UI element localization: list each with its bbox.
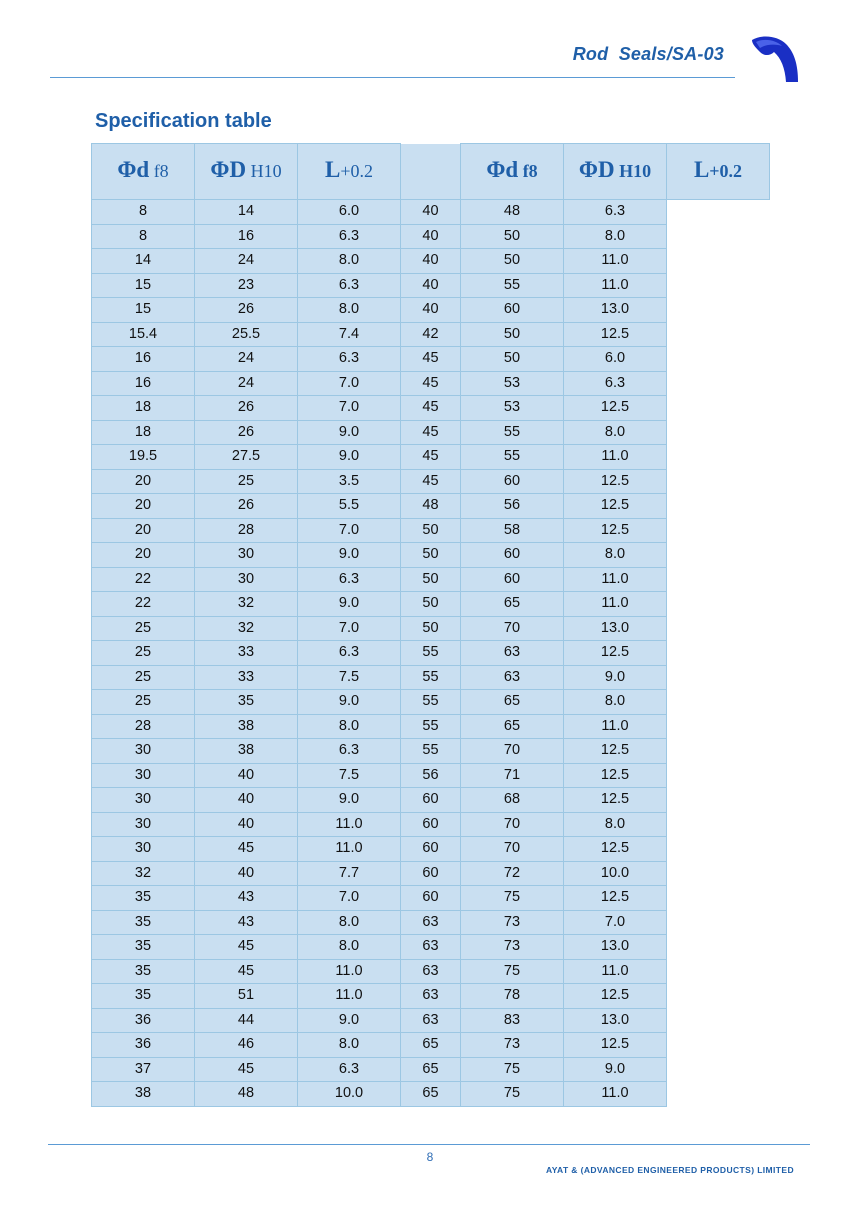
table-cell: 35 (92, 910, 195, 935)
table-cell: 12.5 (564, 788, 667, 813)
table-cell: 60 (401, 788, 461, 813)
table-cell: 11.0 (298, 959, 401, 984)
table-cell: 65 (401, 1082, 461, 1107)
table-cell: 26 (195, 420, 298, 445)
table-cell: 75 (461, 959, 564, 984)
table-cell: 6.3 (298, 567, 401, 592)
table-cell: 44 (195, 1008, 298, 1033)
table-cell: 65 (461, 592, 564, 617)
table-cell: 40 (401, 298, 461, 323)
table-cell: 65 (461, 690, 564, 715)
table-cell: 55 (461, 445, 564, 470)
table-cell: 75 (461, 886, 564, 911)
table-cell: 28 (195, 518, 298, 543)
table-cell: 8 (92, 224, 195, 249)
header-groove-diameter-left: ΦD H10 (195, 144, 298, 200)
table-cell: 20 (92, 543, 195, 568)
table-cell: 9.0 (298, 1008, 401, 1033)
seal-profile-icon (748, 34, 800, 84)
table-cell: 25.5 (195, 322, 298, 347)
table-cell: 48 (195, 1082, 298, 1107)
table-cell: 11.0 (564, 273, 667, 298)
table-row (92, 347, 770, 372)
table-cell: 6.3 (564, 200, 667, 225)
table-cell: 15.4 (92, 322, 195, 347)
table-cell: 60 (401, 812, 461, 837)
table-cell: 24 (195, 249, 298, 274)
table-cell: 55 (401, 690, 461, 715)
table-cell: 8.0 (564, 812, 667, 837)
table-cell: 7.5 (298, 763, 401, 788)
table-cell: 12.5 (564, 837, 667, 862)
table-cell: 6.3 (298, 641, 401, 666)
table-cell: 50 (401, 592, 461, 617)
table-cell: 50 (401, 616, 461, 641)
table-cell: 16 (92, 371, 195, 396)
table-cell: 11.0 (564, 592, 667, 617)
table-cell: 12.5 (564, 322, 667, 347)
table-cell: 7.0 (298, 371, 401, 396)
table-cell: 30 (195, 567, 298, 592)
table-cell: 48 (401, 494, 461, 519)
header-length-right: L+0.2 (667, 144, 770, 200)
table-cell: 8.0 (564, 543, 667, 568)
table-cell: 45 (401, 469, 461, 494)
table-cell: 63 (461, 641, 564, 666)
table-cell: 40 (401, 200, 461, 225)
table-cell: 18 (92, 420, 195, 445)
table-cell: 50 (401, 543, 461, 568)
table-row (92, 371, 770, 396)
table-cell: 71 (461, 763, 564, 788)
table-cell: 35 (195, 690, 298, 715)
table-row (92, 641, 770, 666)
table-cell: 25 (195, 469, 298, 494)
table-cell: 35 (92, 935, 195, 960)
table-cell: 60 (401, 861, 461, 886)
table-cell: 12.5 (564, 984, 667, 1009)
table-row (92, 910, 770, 935)
table-cell: 55 (401, 714, 461, 739)
specification-table (91, 143, 770, 1107)
table-cell: 43 (195, 910, 298, 935)
table-row (92, 445, 770, 470)
table-row (92, 200, 770, 225)
table-cell: 45 (401, 347, 461, 372)
table-cell: 11.0 (564, 567, 667, 592)
table-row (92, 714, 770, 739)
table-cell: 6.3 (298, 739, 401, 764)
table-cell: 33 (195, 641, 298, 666)
section-title: Specification table (95, 110, 272, 132)
table-cell: 12.5 (564, 763, 667, 788)
table-body (92, 200, 770, 1107)
table-cell: 63 (401, 910, 461, 935)
table-cell: 55 (401, 641, 461, 666)
table-cell: 11.0 (564, 959, 667, 984)
table-cell: 16 (92, 347, 195, 372)
table-cell: 16 (195, 224, 298, 249)
table-cell: 53 (461, 396, 564, 421)
table-cell: 24 (195, 347, 298, 372)
table-row (92, 959, 770, 984)
table-cell: 60 (461, 298, 564, 323)
table-row (92, 224, 770, 249)
table-cell: 60 (401, 886, 461, 911)
table-row (92, 1008, 770, 1033)
table-cell: 36 (92, 1008, 195, 1033)
table-cell: 42 (401, 322, 461, 347)
table-cell: 30 (92, 837, 195, 862)
table-row (92, 494, 770, 519)
table-row (92, 1057, 770, 1082)
table-cell: 63 (401, 959, 461, 984)
table-row (92, 396, 770, 421)
table-row (92, 543, 770, 568)
table-cell: 40 (401, 224, 461, 249)
table-cell: 45 (195, 959, 298, 984)
table-cell: 7.0 (564, 910, 667, 935)
table-cell: 30 (92, 763, 195, 788)
table-cell: 60 (401, 837, 461, 862)
table-cell: 68 (461, 788, 564, 813)
table-cell: 23 (195, 273, 298, 298)
header-length-left: L+0.2 (298, 144, 401, 200)
table-cell: 8.0 (298, 714, 401, 739)
table-cell: 63 (401, 984, 461, 1009)
table-cell: 12.5 (564, 641, 667, 666)
table-cell: 6.3 (298, 273, 401, 298)
table-cell: 8.0 (298, 1033, 401, 1058)
table-cell: 72 (461, 861, 564, 886)
table-cell: 8.0 (298, 249, 401, 274)
table-cell: 60 (461, 469, 564, 494)
table-cell: 40 (401, 273, 461, 298)
table-cell: 8.0 (298, 935, 401, 960)
table-row (92, 567, 770, 592)
table-row (92, 420, 770, 445)
table-cell: 12.5 (564, 739, 667, 764)
table-cell: 65 (401, 1033, 461, 1058)
table-cell: 12.5 (564, 518, 667, 543)
table-cell: 65 (401, 1057, 461, 1082)
table-cell: 6.0 (298, 200, 401, 225)
table-cell: 25 (92, 616, 195, 641)
table-cell: 32 (195, 616, 298, 641)
table-cell: 6.3 (298, 347, 401, 372)
table-cell: 40 (195, 763, 298, 788)
table-cell: 14 (195, 200, 298, 225)
table-cell: 9.0 (564, 665, 667, 690)
table-row (92, 469, 770, 494)
table-cell: 55 (461, 273, 564, 298)
table-cell: 12.5 (564, 469, 667, 494)
table-cell: 19.5 (92, 445, 195, 470)
table-row (92, 788, 770, 813)
table-cell: 11.0 (564, 1082, 667, 1107)
table-cell: 9.0 (564, 1057, 667, 1082)
table-cell: 45 (195, 935, 298, 960)
table-cell: 8.0 (564, 690, 667, 715)
table-gap-column (401, 144, 461, 200)
table-cell: 36 (92, 1033, 195, 1058)
page-number: 8 (426, 1150, 434, 1164)
table-cell: 3.5 (298, 469, 401, 494)
table-cell: 6.3 (298, 1057, 401, 1082)
table-cell: 15 (92, 273, 195, 298)
table-cell: 11.0 (564, 714, 667, 739)
table-cell: 78 (461, 984, 564, 1009)
table-row (92, 1033, 770, 1058)
table-cell: 6.0 (564, 347, 667, 372)
table-cell: 63 (461, 665, 564, 690)
table-cell: 45 (401, 371, 461, 396)
table-cell: 9.0 (298, 592, 401, 617)
table-cell: 30 (92, 812, 195, 837)
table-cell: 11.0 (564, 445, 667, 470)
table-cell: 50 (461, 249, 564, 274)
table-cell: 26 (195, 494, 298, 519)
table-cell: 12.5 (564, 396, 667, 421)
table-cell: 73 (461, 910, 564, 935)
header-rod-diameter-right: Φd f8 (461, 144, 564, 200)
table-cell: 7.7 (298, 861, 401, 886)
table-row (92, 249, 770, 274)
table-cell: 12.5 (564, 1033, 667, 1058)
table-cell: 10.0 (564, 861, 667, 886)
table-cell: 32 (195, 592, 298, 617)
table-cell: 30 (92, 788, 195, 813)
table-cell: 30 (92, 739, 195, 764)
table-cell: 15 (92, 298, 195, 323)
table-cell: 9.0 (298, 788, 401, 813)
table-row (92, 273, 770, 298)
table-cell: 11.0 (298, 984, 401, 1009)
table-cell: 60 (461, 567, 564, 592)
table-cell: 26 (195, 396, 298, 421)
table-cell: 35 (92, 959, 195, 984)
table-cell: 75 (461, 1082, 564, 1107)
table-cell: 45 (401, 445, 461, 470)
table-cell: 50 (461, 224, 564, 249)
table-cell: 7.0 (298, 886, 401, 911)
table-cell: 7.0 (298, 616, 401, 641)
table-cell: 8.0 (564, 224, 667, 249)
table-cell: 25 (92, 690, 195, 715)
table-cell: 22 (92, 567, 195, 592)
table-cell: 45 (401, 420, 461, 445)
table-cell: 35 (92, 984, 195, 1009)
table-cell: 8 (92, 200, 195, 225)
table-cell: 43 (195, 886, 298, 911)
table-cell: 70 (461, 616, 564, 641)
table-cell: 32 (92, 861, 195, 886)
table-cell: 40 (195, 812, 298, 837)
table-cell: 26 (195, 298, 298, 323)
table-cell: 38 (195, 739, 298, 764)
table-cell: 6.3 (298, 224, 401, 249)
table-cell: 11.0 (298, 837, 401, 862)
table-cell: 50 (461, 347, 564, 372)
table-row (92, 837, 770, 862)
table-cell: 55 (401, 665, 461, 690)
table-cell: 55 (401, 739, 461, 764)
table-cell: 46 (195, 1033, 298, 1058)
table-cell: 27.5 (195, 445, 298, 470)
table-cell: 13.0 (564, 298, 667, 323)
table-cell: 45 (195, 1057, 298, 1082)
table-cell: 70 (461, 837, 564, 862)
table-cell: 63 (401, 935, 461, 960)
header-groove-diameter-right: ΦD H10 (564, 144, 667, 200)
table-row (92, 592, 770, 617)
table-row (92, 812, 770, 837)
table-cell: 12.5 (564, 886, 667, 911)
table-cell: 56 (461, 494, 564, 519)
table-cell: 37 (92, 1057, 195, 1082)
table-cell: 45 (195, 837, 298, 862)
table-row (92, 1082, 770, 1107)
table-cell: 9.0 (298, 690, 401, 715)
table-cell: 35 (92, 886, 195, 911)
table-cell: 9.0 (298, 445, 401, 470)
table-cell: 38 (92, 1082, 195, 1107)
table-cell: 50 (461, 322, 564, 347)
table-cell: 73 (461, 1033, 564, 1058)
table-row (92, 984, 770, 1009)
footer-rule (48, 1144, 810, 1145)
table-cell: 33 (195, 665, 298, 690)
table-cell: 11.0 (298, 812, 401, 837)
table-row (92, 886, 770, 911)
table-cell: 48 (461, 200, 564, 225)
table-cell: 13.0 (564, 1008, 667, 1033)
table-cell: 70 (461, 739, 564, 764)
table-row (92, 322, 770, 347)
table-cell: 53 (461, 371, 564, 396)
table-cell: 70 (461, 812, 564, 837)
header-rule (50, 77, 735, 78)
table-cell: 10.0 (298, 1082, 401, 1107)
header-rod-diameter-left: Φd f8 (92, 144, 195, 200)
table-cell: 40 (195, 788, 298, 813)
document-title: Rod Seals/SA-03 (572, 44, 724, 64)
table-row (92, 690, 770, 715)
table-cell: 56 (401, 763, 461, 788)
table-row (92, 518, 770, 543)
table-cell: 55 (461, 420, 564, 445)
table-cell: 7.0 (298, 518, 401, 543)
table-cell: 28 (92, 714, 195, 739)
table-cell: 5.5 (298, 494, 401, 519)
table-cell: 8.0 (298, 910, 401, 935)
table-row (92, 861, 770, 886)
table-cell: 6.3 (564, 371, 667, 396)
table-cell: 13.0 (564, 935, 667, 960)
table-cell: 20 (92, 518, 195, 543)
table-cell: 24 (195, 371, 298, 396)
table-cell: 7.4 (298, 322, 401, 347)
table-cell: 51 (195, 984, 298, 1009)
table-cell: 65 (461, 714, 564, 739)
table-row (92, 665, 770, 690)
table-cell: 38 (195, 714, 298, 739)
table-cell: 75 (461, 1057, 564, 1082)
table-cell: 7.0 (298, 396, 401, 421)
table-cell: 25 (92, 665, 195, 690)
table-cell: 18 (92, 396, 195, 421)
table-row (92, 616, 770, 641)
table-cell: 12.5 (564, 494, 667, 519)
table-cell: 73 (461, 935, 564, 960)
table-cell: 25 (92, 641, 195, 666)
table-cell: 8.0 (298, 298, 401, 323)
table-cell: 9.0 (298, 420, 401, 445)
company-name: AYAT & (ADVANCED ENGINEERED PRODUCTS) LIMITED (546, 1165, 794, 1175)
table-cell: 7.5 (298, 665, 401, 690)
table-cell: 50 (401, 518, 461, 543)
table-cell: 63 (401, 1008, 461, 1033)
table-cell: 11.0 (564, 249, 667, 274)
table-cell: 9.0 (298, 543, 401, 568)
table-cell: 40 (195, 861, 298, 886)
table-row (92, 935, 770, 960)
table-row (92, 763, 770, 788)
table-cell: 40 (401, 249, 461, 274)
table-cell: 30 (195, 543, 298, 568)
table-cell: 22 (92, 592, 195, 617)
table-cell: 58 (461, 518, 564, 543)
table-cell: 83 (461, 1008, 564, 1033)
table-row (92, 298, 770, 323)
table-cell: 45 (401, 396, 461, 421)
table-cell: 13.0 (564, 616, 667, 641)
table-cell: 20 (92, 494, 195, 519)
table-cell: 14 (92, 249, 195, 274)
table-cell: 60 (461, 543, 564, 568)
table-row (92, 739, 770, 764)
table-cell: 50 (401, 567, 461, 592)
table-header-row (92, 144, 770, 200)
table-cell: 20 (92, 469, 195, 494)
table-cell: 8.0 (564, 420, 667, 445)
